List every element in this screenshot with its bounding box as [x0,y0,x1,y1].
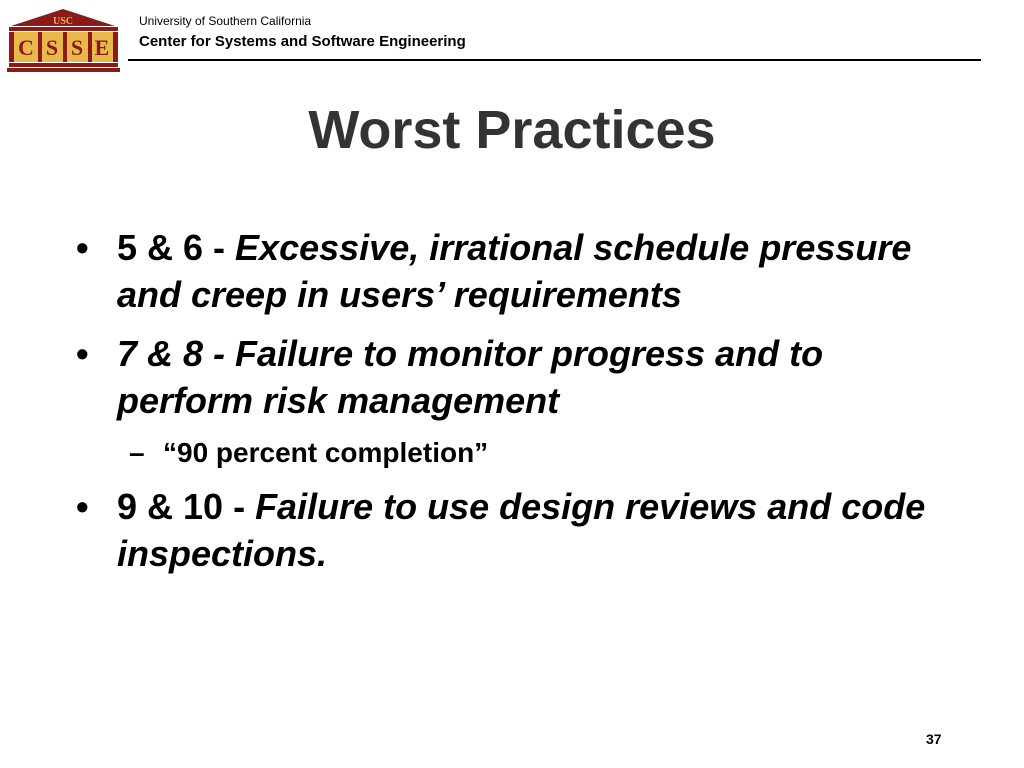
header-divider [128,59,981,61]
slide-title: Worst Practices [308,100,716,160]
sub-bullet-item [129,435,489,471]
logo-letter-s1: S [45,35,59,60]
bullet-marker: • [76,333,89,374]
usc-csse-logo [7,9,120,75]
sub-bullet-marker: – [129,437,145,468]
logo-letter-c: C [18,35,34,60]
logo-letter-e: E [94,35,110,60]
bullet-marker: • [76,486,89,527]
bullet-item [76,330,957,424]
logo-usc-text: USC [52,16,74,27]
logo-letter-s2: S [70,35,84,60]
university-name: University of Southern California [139,14,312,28]
page-number: 37 [926,731,942,747]
bullet-marker: • [76,227,89,268]
bullet-item [76,483,957,577]
center-name: Center for Systems and Software Engineering [139,33,466,50]
bullet-text: Failure to monitor progress and to perform risk management [117,333,824,421]
bullet-text: Failure to use design reviews and code inspections. [117,486,926,574]
sub-bullet-text: “90 percent completion” [163,437,489,468]
bullet-prefix: 9 & 10 - [117,486,256,527]
bullet-text: Excessive, irrational schedule pressure and creep in users’ requirements [117,227,912,315]
bullet-item [76,224,957,318]
bullet-prefix: 7 & 8 - [117,333,236,374]
bullet-prefix: 5 & 6 - [117,227,236,268]
